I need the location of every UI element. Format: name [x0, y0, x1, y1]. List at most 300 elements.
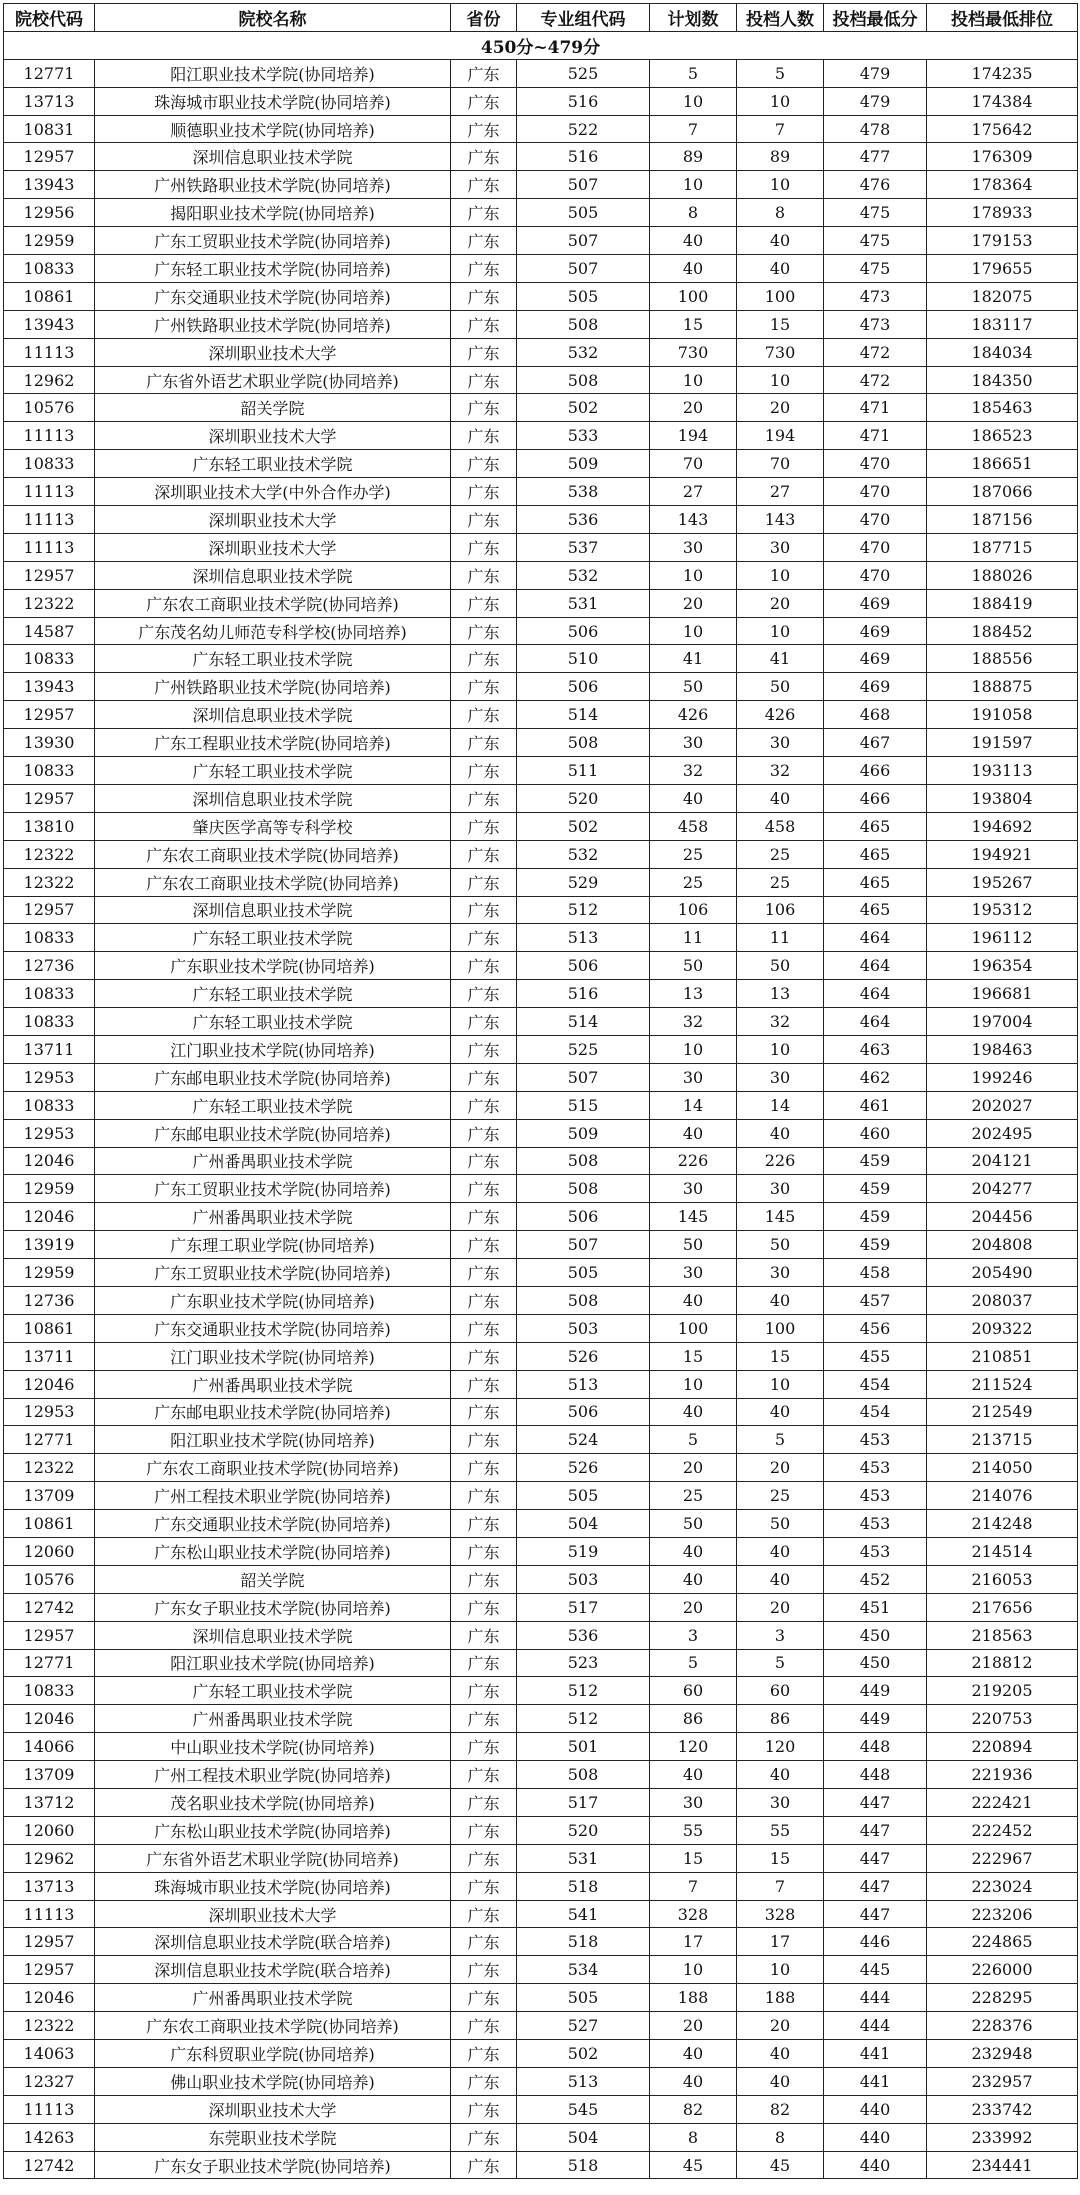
cell-min-rank: 218812: [927, 1649, 1078, 1677]
cell-major-group-code: 515: [517, 1091, 650, 1119]
cell-plan-count: 40: [650, 1761, 737, 1789]
cell-min-score: 450: [824, 1621, 927, 1649]
cell-school-code: 13709: [4, 1482, 95, 1510]
cell-school-code: 10833: [4, 255, 95, 283]
cell-school-name: 深圳职业技术大学: [95, 533, 451, 561]
cell-school-code: 12046: [4, 1370, 95, 1398]
cell-school-code: 12046: [4, 1147, 95, 1175]
cell-province: 广东: [451, 1510, 517, 1538]
cell-min-score: 450: [824, 1649, 927, 1677]
cell-province: 广东: [451, 868, 517, 896]
cell-province: 广东: [451, 1203, 517, 1231]
cell-school-name: 深圳职业技术大学: [95, 2095, 451, 2123]
cell-province: 广东: [451, 1259, 517, 1287]
cell-min-score: 459: [824, 1203, 927, 1231]
cell-province: 广东: [451, 1119, 517, 1147]
cell-admitted-count: 17: [737, 1928, 824, 1956]
table-row: [4, 1844, 1078, 1872]
cell-plan-count: 30: [650, 1175, 737, 1203]
cell-major-group-code: 507: [517, 171, 650, 199]
cell-min-rank: 228376: [927, 2012, 1078, 2040]
cell-admitted-count: 40: [737, 1286, 824, 1314]
cell-province: 广东: [451, 1175, 517, 1203]
cell-province: 广东: [451, 729, 517, 757]
cell-major-group-code: 526: [517, 1342, 650, 1370]
cell-plan-count: 40: [650, 255, 737, 283]
cell-province: 广东: [451, 1231, 517, 1259]
cell-plan-count: 50: [650, 1510, 737, 1538]
cell-plan-count: 32: [650, 757, 737, 785]
cell-major-group-code: 517: [517, 1789, 650, 1817]
table-row: [4, 1203, 1078, 1231]
cell-min-score: 471: [824, 394, 927, 422]
cell-school-code: 14063: [4, 2040, 95, 2068]
cell-school-code: 13712: [4, 1789, 95, 1817]
cell-major-group-code: 513: [517, 2067, 650, 2095]
cell-plan-count: 30: [650, 533, 737, 561]
cell-admitted-count: 20: [737, 2012, 824, 2040]
cell-plan-count: 40: [650, 1119, 737, 1147]
cell-plan-count: 40: [650, 2067, 737, 2095]
cell-major-group-code: 514: [517, 1008, 650, 1036]
cell-school-name: 广东邮电职业技术学院(协同培养): [95, 1398, 451, 1426]
cell-school-name: 深圳信息职业技术学院: [95, 143, 451, 171]
cell-min-score: 440: [824, 2151, 927, 2179]
table-row: [4, 1091, 1078, 1119]
cell-min-rank: 199246: [927, 1063, 1078, 1091]
cell-min-rank: 208037: [927, 1286, 1078, 1314]
cell-school-name: 肇庆医学高等专科学校: [95, 812, 451, 840]
cell-school-name: 广东轻工职业技术学院: [95, 1008, 451, 1036]
header-min-rank: 投档最低排位: [927, 4, 1078, 32]
cell-min-score: 468: [824, 701, 927, 729]
cell-plan-count: 40: [650, 1398, 737, 1426]
cell-province: 广东: [451, 1342, 517, 1370]
cell-min-score: 466: [824, 784, 927, 812]
cell-province: 广东: [451, 450, 517, 478]
cell-admitted-count: 120: [737, 1733, 824, 1761]
table-row: [4, 561, 1078, 589]
cell-min-score: 467: [824, 729, 927, 757]
cell-province: 广东: [451, 896, 517, 924]
cell-school-code: 10861: [4, 1510, 95, 1538]
table-row: [4, 1761, 1078, 1789]
cell-province: 广东: [451, 924, 517, 952]
table-row: [4, 1677, 1078, 1705]
cell-major-group-code: 532: [517, 840, 650, 868]
cell-school-code: 12736: [4, 952, 95, 980]
cell-admitted-count: 13: [737, 980, 824, 1008]
table-row: [4, 617, 1078, 645]
cell-plan-count: 100: [650, 1314, 737, 1342]
cell-major-group-code: 538: [517, 478, 650, 506]
cell-school-name: 揭阳职业技术学院(协同培养): [95, 199, 451, 227]
cell-province: 广东: [451, 561, 517, 589]
cell-min-score: 465: [824, 896, 927, 924]
cell-admitted-count: 328: [737, 1900, 824, 1928]
header-province: 省份: [451, 4, 517, 32]
cell-min-rank: 202027: [927, 1091, 1078, 1119]
cell-school-name: 阳江职业技术学院(协同培养): [95, 59, 451, 87]
cell-min-rank: 182075: [927, 282, 1078, 310]
cell-school-name: 中山职业技术学院(协同培养): [95, 1733, 451, 1761]
cell-min-rank: 183117: [927, 310, 1078, 338]
table-row: [4, 1008, 1078, 1036]
cell-min-score: 472: [824, 338, 927, 366]
cell-school-name: 广东工贸职业技术学院(协同培养): [95, 1175, 451, 1203]
cell-province: 广东: [451, 840, 517, 868]
cell-school-code: 12327: [4, 2067, 95, 2095]
cell-plan-count: 20: [650, 394, 737, 422]
cell-plan-count: 20: [650, 1593, 737, 1621]
cell-plan-count: 13: [650, 980, 737, 1008]
cell-school-name: 广东轻工职业技术学院: [95, 1677, 451, 1705]
cell-school-name: 广东职业技术学院(协同培养): [95, 1286, 451, 1314]
cell-plan-count: 30: [650, 729, 737, 757]
cell-min-score: 447: [824, 1872, 927, 1900]
cell-min-rank: 184350: [927, 366, 1078, 394]
cell-admitted-count: 3: [737, 1621, 824, 1649]
cell-plan-count: 50: [650, 1231, 737, 1259]
cell-major-group-code: 505: [517, 282, 650, 310]
cell-school-code: 10833: [4, 980, 95, 1008]
cell-school-code: 12322: [4, 589, 95, 617]
cell-major-group-code: 512: [517, 1677, 650, 1705]
cell-min-score: 453: [824, 1482, 927, 1510]
cell-school-code: 13713: [4, 87, 95, 115]
cell-major-group-code: 505: [517, 1259, 650, 1287]
cell-min-rank: 196112: [927, 924, 1078, 952]
cell-plan-count: 89: [650, 143, 737, 171]
cell-min-rank: 232957: [927, 2067, 1078, 2095]
table-row: [4, 1789, 1078, 1817]
cell-plan-count: 10: [650, 366, 737, 394]
cell-min-score: 473: [824, 310, 927, 338]
cell-major-group-code: 516: [517, 980, 650, 1008]
cell-school-name: 珠海城市职业技术学院(协同培养): [95, 87, 451, 115]
cell-min-rank: 198463: [927, 1035, 1078, 1063]
cell-min-rank: 188419: [927, 589, 1078, 617]
cell-school-code: 13943: [4, 171, 95, 199]
cell-admitted-count: 50: [737, 1510, 824, 1538]
cell-school-name: 广州铁路职业技术学院(协同培养): [95, 673, 451, 701]
cell-min-score: 449: [824, 1677, 927, 1705]
cell-province: 广东: [451, 1956, 517, 1984]
cell-major-group-code: 502: [517, 2040, 650, 2068]
cell-school-name: 韶关学院: [95, 1565, 451, 1593]
cell-min-score: 465: [824, 840, 927, 868]
cell-province: 广东: [451, 478, 517, 506]
cell-plan-count: 17: [650, 1928, 737, 1956]
cell-school-code: 10576: [4, 394, 95, 422]
cell-major-group-code: 520: [517, 784, 650, 812]
table-row: [4, 729, 1078, 757]
cell-major-group-code: 503: [517, 1314, 650, 1342]
cell-plan-count: 100: [650, 282, 737, 310]
cell-plan-count: 194: [650, 422, 737, 450]
cell-min-rank: 224865: [927, 1928, 1078, 1956]
cell-plan-count: 50: [650, 952, 737, 980]
cell-province: 广东: [451, 1286, 517, 1314]
cell-major-group-code: 513: [517, 1370, 650, 1398]
cell-admitted-count: 70: [737, 450, 824, 478]
cell-plan-count: 15: [650, 1844, 737, 1872]
cell-plan-count: 8: [650, 2123, 737, 2151]
cell-admitted-count: 50: [737, 952, 824, 980]
cell-province: 广东: [451, 2151, 517, 2179]
table-row: [4, 840, 1078, 868]
table-row: [4, 701, 1078, 729]
cell-school-name: 广东轻工职业技术学院: [95, 645, 451, 673]
cell-school-code: 12953: [4, 1063, 95, 1091]
cell-school-name: 广州番禺职业技术学院: [95, 1705, 451, 1733]
cell-plan-count: 40: [650, 784, 737, 812]
cell-school-code: 12060: [4, 1816, 95, 1844]
admission-score-table: [3, 3, 1078, 2179]
cell-major-group-code: 507: [517, 227, 650, 255]
table-row: [4, 59, 1078, 87]
cell-min-rank: 188556: [927, 645, 1078, 673]
cell-plan-count: 8: [650, 199, 737, 227]
table-row: [4, 282, 1078, 310]
cell-major-group-code: 506: [517, 673, 650, 701]
cell-min-score: 465: [824, 868, 927, 896]
cell-plan-count: 10: [650, 1035, 737, 1063]
cell-min-rank: 209322: [927, 1314, 1078, 1342]
cell-min-score: 453: [824, 1454, 927, 1482]
cell-admitted-count: 30: [737, 1259, 824, 1287]
cell-school-name: 广东松山职业技术学院(协同培养): [95, 1816, 451, 1844]
header-school-name: 院校名称: [95, 4, 451, 32]
cell-plan-count: 86: [650, 1705, 737, 1733]
cell-school-code: 14066: [4, 1733, 95, 1761]
cell-major-group-code: 525: [517, 1035, 650, 1063]
cell-major-group-code: 516: [517, 87, 650, 115]
table-row: [4, 812, 1078, 840]
cell-major-group-code: 534: [517, 1956, 650, 1984]
cell-major-group-code: 505: [517, 199, 650, 227]
cell-min-score: 459: [824, 1231, 927, 1259]
cell-major-group-code: 507: [517, 255, 650, 283]
cell-min-rank: 195267: [927, 868, 1078, 896]
cell-school-name: 阳江职业技术学院(协同培养): [95, 1426, 451, 1454]
table-row: [4, 227, 1078, 255]
cell-plan-count: 25: [650, 840, 737, 868]
cell-school-name: 深圳信息职业技术学院(联合培养): [95, 1928, 451, 1956]
cell-min-rank: 210851: [927, 1342, 1078, 1370]
cell-min-score: 461: [824, 1091, 927, 1119]
cell-min-rank: 213715: [927, 1426, 1078, 1454]
cell-min-rank: 194692: [927, 812, 1078, 840]
cell-min-rank: 178933: [927, 199, 1078, 227]
cell-major-group-code: 506: [517, 1398, 650, 1426]
cell-min-score: 471: [824, 422, 927, 450]
cell-min-score: 455: [824, 1342, 927, 1370]
cell-school-code: 10833: [4, 1008, 95, 1036]
table-row: [4, 338, 1078, 366]
cell-school-name: 深圳信息职业技术学院: [95, 784, 451, 812]
cell-school-code: 12957: [4, 1621, 95, 1649]
table-row: [4, 310, 1078, 338]
cell-admitted-count: 30: [737, 1063, 824, 1091]
table-row: [4, 1872, 1078, 1900]
cell-school-name: 广东轻工职业技术学院: [95, 450, 451, 478]
table-row: [4, 533, 1078, 561]
cell-plan-count: 10: [650, 1956, 737, 1984]
cell-school-name: 广东女子职业技术学院(协同培养): [95, 2151, 451, 2179]
cell-major-group-code: 508: [517, 729, 650, 757]
cell-school-code: 11113: [4, 506, 95, 534]
cell-min-score: 470: [824, 478, 927, 506]
cell-min-score: 447: [824, 1789, 927, 1817]
table-row: [4, 2151, 1078, 2179]
cell-min-rank: 188026: [927, 561, 1078, 589]
cell-admitted-count: 89: [737, 143, 824, 171]
cell-plan-count: 328: [650, 1900, 737, 1928]
cell-school-code: 12742: [4, 1593, 95, 1621]
cell-admitted-count: 40: [737, 255, 824, 283]
cell-min-score: 449: [824, 1705, 927, 1733]
cell-min-rank: 222452: [927, 1816, 1078, 1844]
cell-province: 广东: [451, 1426, 517, 1454]
cell-major-group-code: 508: [517, 1147, 650, 1175]
cell-major-group-code: 506: [517, 1203, 650, 1231]
cell-min-rank: 222421: [927, 1789, 1078, 1817]
cell-admitted-count: 30: [737, 1175, 824, 1203]
cell-admitted-count: 143: [737, 506, 824, 534]
cell-min-rank: 212549: [927, 1398, 1078, 1426]
cell-major-group-code: 512: [517, 896, 650, 924]
cell-province: 广东: [451, 1928, 517, 1956]
cell-province: 广东: [451, 171, 517, 199]
cell-plan-count: 10: [650, 87, 737, 115]
cell-major-group-code: 511: [517, 757, 650, 785]
cell-school-name: 深圳职业技术大学: [95, 338, 451, 366]
cell-min-rank: 187715: [927, 533, 1078, 561]
cell-school-code: 11113: [4, 1900, 95, 1928]
cell-plan-count: 143: [650, 506, 737, 534]
cell-admitted-count: 8: [737, 2123, 824, 2151]
cell-min-rank: 220894: [927, 1733, 1078, 1761]
cell-province: 广东: [451, 143, 517, 171]
cell-min-score: 464: [824, 980, 927, 1008]
cell-province: 广东: [451, 757, 517, 785]
cell-min-rank: 223024: [927, 1872, 1078, 1900]
score-band-label: 450分~479分: [4, 31, 1078, 59]
cell-admitted-count: 188: [737, 1984, 824, 2012]
cell-school-code: 12322: [4, 840, 95, 868]
cell-school-code: 11113: [4, 338, 95, 366]
cell-admitted-count: 10: [737, 1956, 824, 1984]
cell-min-rank: 219205: [927, 1677, 1078, 1705]
cell-major-group-code: 524: [517, 1426, 650, 1454]
cell-major-group-code: 527: [517, 2012, 650, 2040]
cell-school-code: 12957: [4, 896, 95, 924]
cell-admitted-count: 55: [737, 1816, 824, 1844]
cell-min-score: 447: [824, 1844, 927, 1872]
cell-school-code: 12953: [4, 1398, 95, 1426]
cell-plan-count: 70: [650, 450, 737, 478]
table-row: [4, 924, 1078, 952]
cell-plan-count: 10: [650, 171, 737, 199]
cell-province: 广东: [451, 2123, 517, 2151]
cell-admitted-count: 40: [737, 1537, 824, 1565]
cell-plan-count: 226: [650, 1147, 737, 1175]
cell-school-name: 广州番禺职业技术学院: [95, 1984, 451, 2012]
table-row: [4, 366, 1078, 394]
cell-plan-count: 10: [650, 561, 737, 589]
cell-province: 广东: [451, 1091, 517, 1119]
table-row: [4, 1984, 1078, 2012]
cell-province: 广东: [451, 282, 517, 310]
cell-province: 广东: [451, 673, 517, 701]
table-row: [4, 1119, 1078, 1147]
table-row: [4, 1593, 1078, 1621]
cell-min-score: 445: [824, 1956, 927, 1984]
cell-province: 广东: [451, 2067, 517, 2095]
cell-plan-count: 40: [650, 1286, 737, 1314]
cell-school-code: 10831: [4, 115, 95, 143]
cell-plan-count: 40: [650, 1537, 737, 1565]
cell-plan-count: 10: [650, 617, 737, 645]
cell-school-code: 13810: [4, 812, 95, 840]
cell-min-score: 448: [824, 1761, 927, 1789]
table-row: [4, 199, 1078, 227]
cell-school-name: 顺德职业技术学院(协同培养): [95, 115, 451, 143]
cell-admitted-count: 25: [737, 1482, 824, 1510]
cell-admitted-count: 30: [737, 1789, 824, 1817]
cell-school-name: 深圳职业技术大学: [95, 506, 451, 534]
cell-admitted-count: 10: [737, 171, 824, 199]
cell-major-group-code: 533: [517, 422, 650, 450]
cell-major-group-code: 505: [517, 1984, 650, 2012]
cell-school-name: 广东职业技术学院(协同培养): [95, 952, 451, 980]
cell-admitted-count: 40: [737, 227, 824, 255]
cell-admitted-count: 7: [737, 1872, 824, 1900]
cell-min-score: 464: [824, 1008, 927, 1036]
cell-min-score: 464: [824, 924, 927, 952]
cell-min-score: 440: [824, 2123, 927, 2151]
cell-province: 广东: [451, 59, 517, 87]
cell-admitted-count: 10: [737, 1370, 824, 1398]
table-row: [4, 645, 1078, 673]
table-row: [4, 394, 1078, 422]
cell-province: 广东: [451, 1482, 517, 1510]
cell-min-score: 444: [824, 1984, 927, 2012]
cell-admitted-count: 15: [737, 1342, 824, 1370]
cell-plan-count: 40: [650, 1565, 737, 1593]
cell-min-score: 476: [824, 171, 927, 199]
cell-plan-count: 10: [650, 1370, 737, 1398]
cell-school-name: 广东工贸职业技术学院(协同培养): [95, 227, 451, 255]
table-row: [4, 1175, 1078, 1203]
cell-province: 广东: [451, 1621, 517, 1649]
cell-major-group-code: 532: [517, 338, 650, 366]
cell-province: 广东: [451, 1761, 517, 1789]
cell-min-rank: 214248: [927, 1510, 1078, 1538]
cell-min-score: 470: [824, 561, 927, 589]
cell-min-rank: 228295: [927, 1984, 1078, 2012]
cell-school-name: 广东交通职业技术学院(协同培养): [95, 1510, 451, 1538]
cell-min-score: 459: [824, 1147, 927, 1175]
cell-min-score: 475: [824, 227, 927, 255]
cell-admitted-count: 7: [737, 115, 824, 143]
cell-school-code: 12771: [4, 1649, 95, 1677]
cell-major-group-code: 531: [517, 589, 650, 617]
table-row: [4, 506, 1078, 534]
cell-min-score: 475: [824, 199, 927, 227]
cell-province: 广东: [451, 506, 517, 534]
